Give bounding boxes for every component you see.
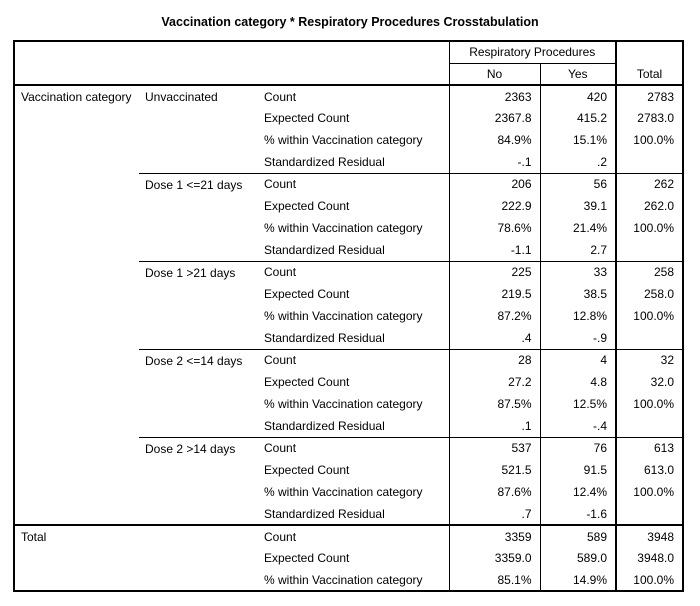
statistic-label: % within Vaccination category bbox=[264, 485, 423, 499]
cell-yes: 12.5% bbox=[540, 393, 616, 415]
statistic-label: Expected Count bbox=[264, 463, 350, 477]
cell-yes: 12.4% bbox=[540, 481, 616, 503]
group-label: Dose 1 >21 days bbox=[139, 261, 258, 349]
cell-no: 3359 bbox=[449, 525, 540, 547]
cell-no: 219.5 bbox=[449, 283, 540, 305]
cell-no: .4 bbox=[449, 327, 540, 349]
table-row bbox=[14, 85, 683, 107]
statistic-label: Expected Count bbox=[264, 199, 350, 213]
group-label: Dose 2 >14 days bbox=[139, 437, 258, 525]
cell-total bbox=[616, 151, 683, 173]
statistic-label: Count bbox=[258, 437, 449, 459]
total-label: Total bbox=[14, 525, 139, 591]
group-label: Dose 2 <=14 days bbox=[139, 349, 258, 437]
statistic-label: Count bbox=[258, 349, 449, 371]
statistic-label: Standardized Residual bbox=[264, 242, 385, 257]
header-no: No bbox=[449, 63, 540, 85]
cell-total: 32 bbox=[616, 349, 683, 371]
cell-total bbox=[616, 415, 683, 437]
statistic-label: Standardized Residual bbox=[264, 506, 385, 521]
group-label: Unvaccinated bbox=[139, 85, 258, 173]
total-blank-cell bbox=[139, 525, 258, 591]
cell-total: 100.0% bbox=[616, 217, 683, 239]
statistic-label: Standardized Residual bbox=[264, 418, 385, 433]
statistic-label: Count bbox=[258, 173, 449, 195]
cell-total bbox=[616, 503, 683, 525]
header-yes: Yes bbox=[540, 63, 616, 85]
cell-total: 100.0% bbox=[616, 481, 683, 503]
cell-total: 3948.0 bbox=[616, 547, 683, 569]
cell-no: 85.1% bbox=[449, 569, 540, 591]
table-row bbox=[14, 525, 683, 547]
header-blank-cell bbox=[14, 41, 449, 85]
cell-no: 28 bbox=[449, 349, 540, 371]
cell-yes: -.9 bbox=[540, 327, 616, 349]
cell-yes: 21.4% bbox=[540, 217, 616, 239]
cell-yes: 15.1% bbox=[540, 129, 616, 151]
statistic-label: Count bbox=[258, 261, 449, 283]
cell-yes: 91.5 bbox=[540, 459, 616, 481]
cell-yes: 38.5 bbox=[540, 283, 616, 305]
cell-no: 3359.0 bbox=[449, 547, 540, 569]
cell-no: 222.9 bbox=[449, 195, 540, 217]
cell-total: 258 bbox=[616, 261, 683, 283]
cell-no: 87.5% bbox=[449, 393, 540, 415]
crosstab-table bbox=[13, 40, 684, 592]
statistic-label: % within Vaccination category bbox=[264, 309, 423, 323]
header-spanner: Respiratory Procedures bbox=[449, 41, 616, 63]
cell-no: 87.6% bbox=[449, 481, 540, 503]
cell-no: 206 bbox=[449, 173, 540, 195]
cell-no: -1.1 bbox=[449, 239, 540, 261]
cell-no: -.1 bbox=[449, 151, 540, 173]
cell-yes: 56 bbox=[540, 173, 616, 195]
row-variable-label: Vaccination category bbox=[14, 85, 139, 525]
table-title: Vaccination category * Respiratory Procedures Crosstabulation bbox=[161, 15, 539, 29]
cell-no: 2363 bbox=[449, 85, 540, 107]
statistic-label: Standardized Residual bbox=[264, 154, 385, 169]
cell-total: 100.0% bbox=[616, 569, 683, 591]
cell-total: 613 bbox=[616, 437, 683, 459]
cell-yes: -1.6 bbox=[540, 503, 616, 525]
statistic-label: % within Vaccination category bbox=[264, 221, 423, 235]
cell-yes: 12.8% bbox=[540, 305, 616, 327]
cell-yes: 589 bbox=[540, 525, 616, 547]
cell-yes: 14.9% bbox=[540, 569, 616, 591]
statistic-label: Expected Count bbox=[264, 287, 350, 301]
cell-no: .7 bbox=[449, 503, 540, 525]
cell-total: 613.0 bbox=[616, 459, 683, 481]
cell-no: 521.5 bbox=[449, 459, 540, 481]
cell-total: 100.0% bbox=[616, 305, 683, 327]
statistic-label: % within Vaccination category bbox=[264, 397, 423, 411]
cell-total: 2783 bbox=[616, 85, 683, 107]
crosstab-body bbox=[14, 41, 683, 591]
cell-yes: 4.8 bbox=[540, 371, 616, 393]
cell-total: 262 bbox=[616, 173, 683, 195]
cell-no: 84.9% bbox=[449, 129, 540, 151]
cell-total: 32.0 bbox=[616, 371, 683, 393]
cell-total bbox=[616, 327, 683, 349]
cell-total: 262.0 bbox=[616, 195, 683, 217]
statistic-label: % within Vaccination category bbox=[264, 133, 423, 147]
cell-no: 87.2% bbox=[449, 305, 540, 327]
cell-no: 2367.8 bbox=[449, 107, 540, 129]
cell-total: 2783.0 bbox=[616, 107, 683, 129]
statistic-label: Count bbox=[258, 85, 449, 107]
header-total: Total bbox=[616, 41, 683, 85]
statistic-label: Expected Count bbox=[264, 111, 350, 125]
cell-yes: -.4 bbox=[540, 415, 616, 437]
cell-no: 537 bbox=[449, 437, 540, 459]
cell-no: 27.2 bbox=[449, 371, 540, 393]
statistic-label: % within Vaccination category bbox=[264, 572, 423, 587]
statistic-label: Count bbox=[258, 525, 449, 547]
cell-total: 100.0% bbox=[616, 129, 683, 151]
cell-yes: 420 bbox=[540, 85, 616, 107]
cell-total: 258.0 bbox=[616, 283, 683, 305]
cell-yes: 2.7 bbox=[540, 239, 616, 261]
cell-yes: 76 bbox=[540, 437, 616, 459]
cell-yes: .2 bbox=[540, 151, 616, 173]
cell-total: 100.0% bbox=[616, 393, 683, 415]
statistic-label: Expected Count bbox=[264, 375, 350, 389]
statistic-label: Expected Count bbox=[264, 551, 350, 565]
cell-no: 225 bbox=[449, 261, 540, 283]
cell-yes: 415.2 bbox=[540, 107, 616, 129]
cell-yes: 589.0 bbox=[540, 547, 616, 569]
cell-yes: 39.1 bbox=[540, 195, 616, 217]
statistic-label: Standardized Residual bbox=[264, 330, 385, 345]
cell-yes: 33 bbox=[540, 261, 616, 283]
cell-yes: 4 bbox=[540, 349, 616, 371]
cell-total bbox=[616, 239, 683, 261]
cell-no: 78.6% bbox=[449, 217, 540, 239]
cell-no: .1 bbox=[449, 415, 540, 437]
group-label: Dose 1 <=21 days bbox=[139, 173, 258, 261]
cell-total: 3948 bbox=[616, 525, 683, 547]
